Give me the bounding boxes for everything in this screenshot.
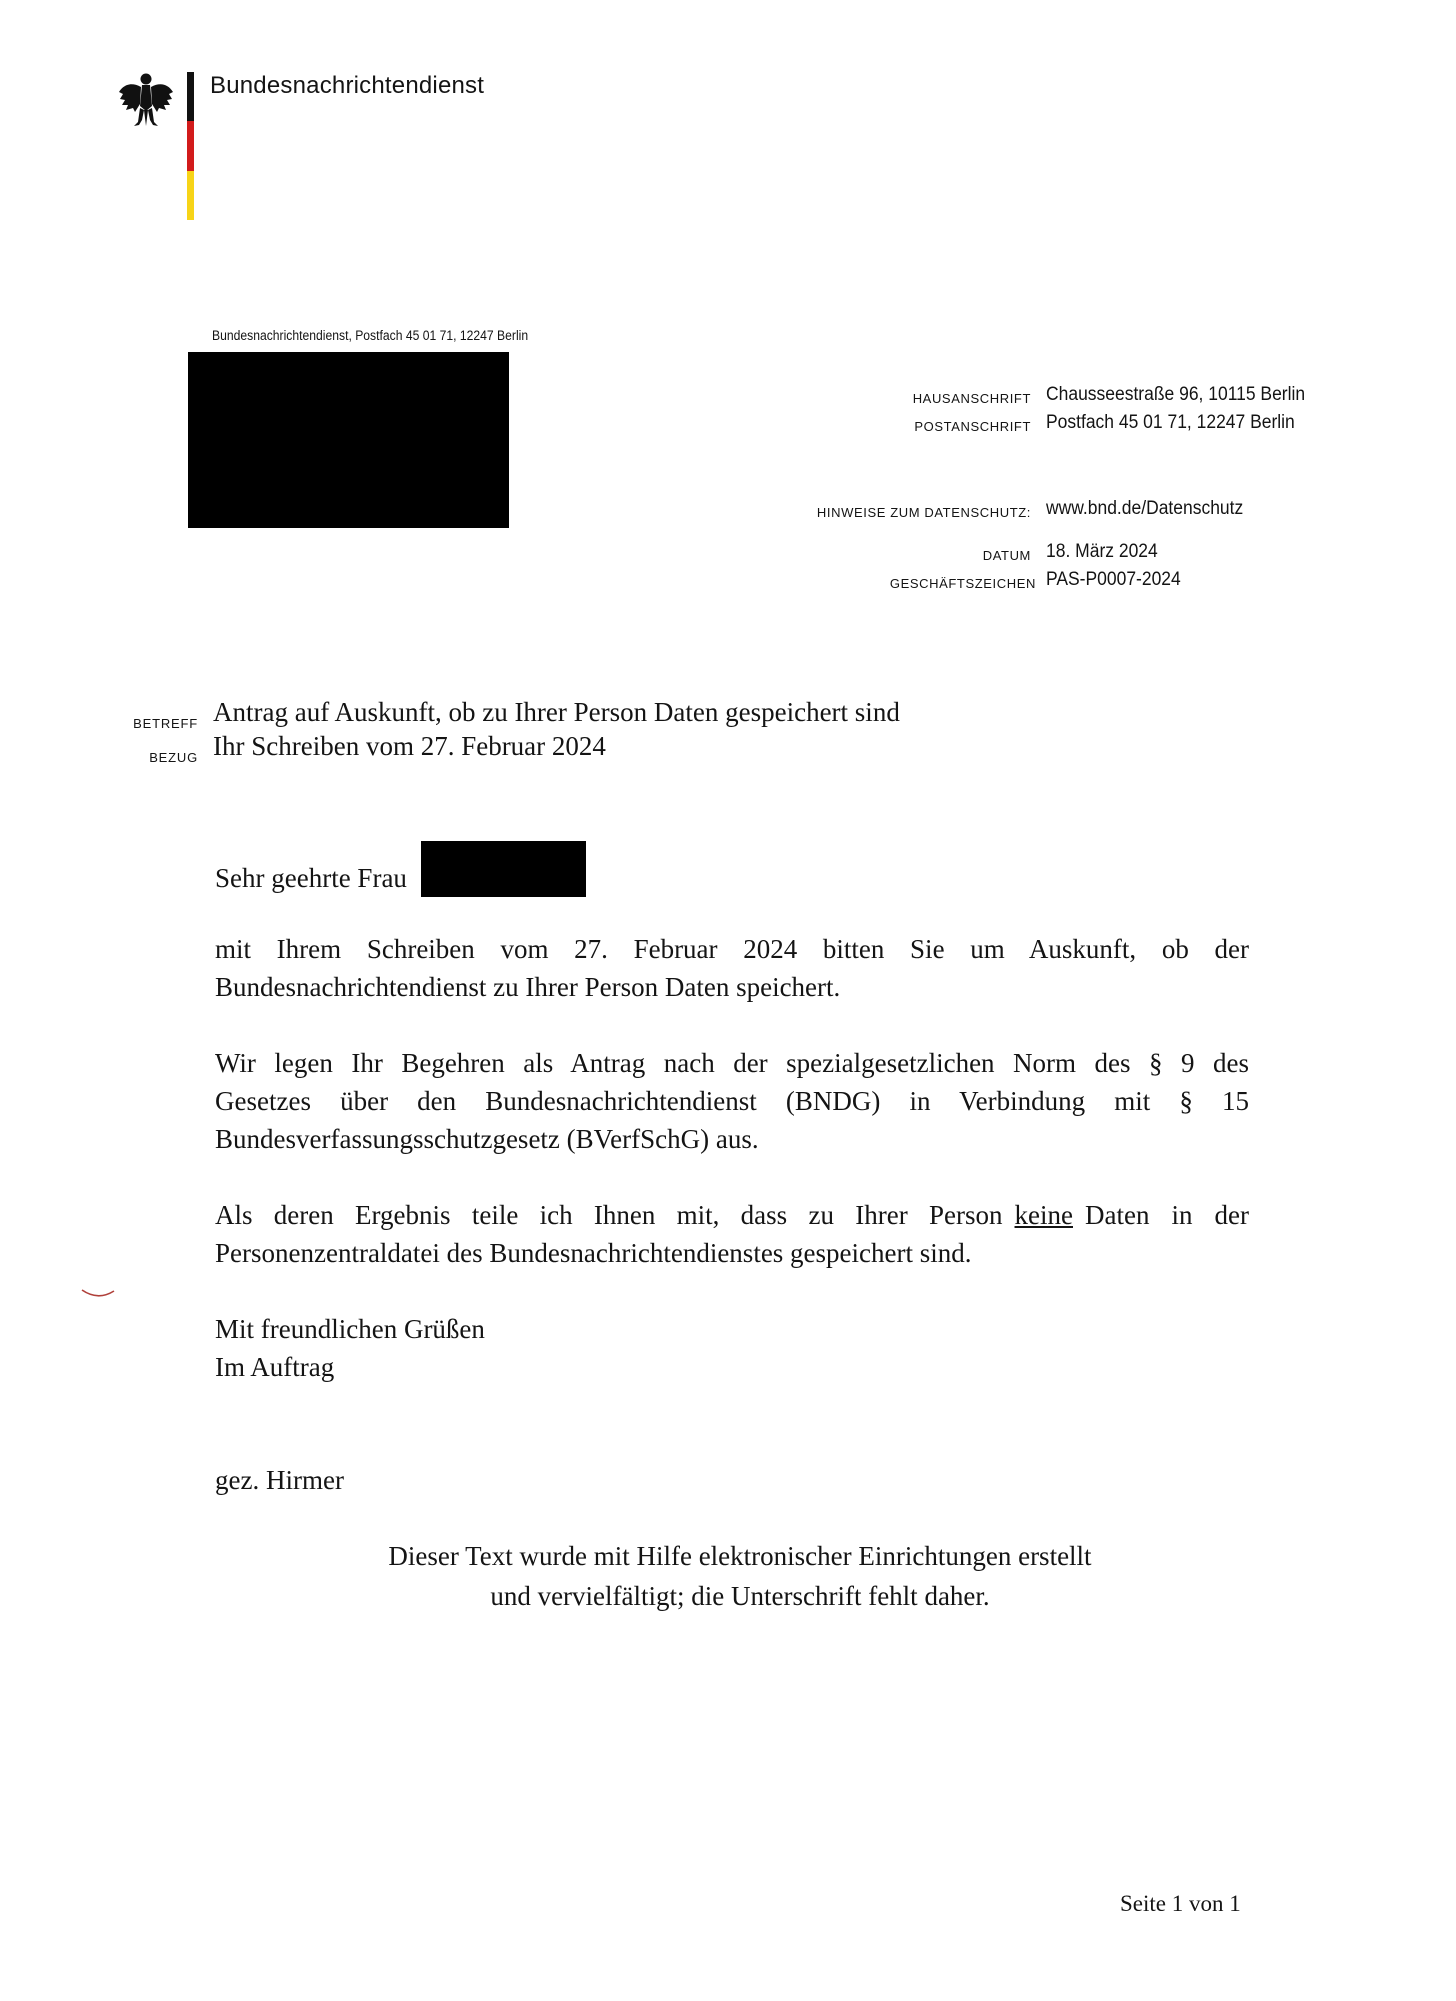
paragraph-3-line-1-end: Daten in der bbox=[1085, 1200, 1249, 1230]
paragraph-2-line-1: Wir legen Ihr Begehren als Antrag nach der spezialgesetzlichen Norm des § 9 des bbox=[215, 1048, 1249, 1078]
geschaeftszeichen-value: PAS-P0007-2024 bbox=[1046, 569, 1181, 590]
postanschrift-value: Postfach 45 01 71, 12247 Berlin bbox=[1046, 412, 1295, 433]
national-colors-bar bbox=[187, 72, 194, 220]
paragraph-3-line-1 bbox=[215, 1196, 1249, 1234]
flag-stripe-black bbox=[187, 72, 194, 121]
salutation: Sehr geehrte Frau bbox=[215, 863, 407, 893]
paragraph-3-line-2: Personenzentraldatei des Bundesnachrichtendienstes gespeichert sind. bbox=[215, 1238, 972, 1268]
bezug-value: Ihr Schreiben vom 27. Februar 2024 bbox=[213, 731, 606, 761]
paragraph-2-line-2: Gesetzes über den Bundesnachrichtendienst (BNDG) in Verbindung mit § 15 bbox=[215, 1086, 1249, 1116]
im-auftrag: Im Auftrag bbox=[215, 1352, 335, 1382]
page-number: Seite 1 von 1 bbox=[1120, 1891, 1241, 1916]
closing-greeting: Mit freundlichen Grüßen bbox=[215, 1314, 485, 1344]
postanschrift-label: POSTANSCHRIFT bbox=[914, 419, 1031, 434]
datum-label: DATUM bbox=[982, 548, 1031, 563]
return-address: Bundesnachrichtendienst, Postfach 45 01 71, 12247 Berlin bbox=[212, 328, 529, 343]
hausanschrift-label: HAUSANSCHRIFT bbox=[912, 391, 1031, 406]
datenschutz-link[interactable]: www.bnd.de/Datenschutz bbox=[1046, 498, 1244, 519]
electronic-notice-line-2: und vervielfältigt; die Unterschrift fehlt daher. bbox=[490, 1581, 990, 1611]
hole-punch-mark bbox=[80, 1287, 116, 1301]
flag-stripe-gold bbox=[187, 171, 194, 220]
paragraph-1-line-2: Bundesnachrichtendienst zu Ihrer Person Daten speichert. bbox=[215, 972, 841, 1002]
geschaeftszeichen-label: GESCHÄFTSZEICHEN bbox=[889, 576, 1036, 591]
datenschutz-label: HINWEISE ZUM DATENSCHUTZ: bbox=[816, 505, 1031, 520]
recipient-name-redaction bbox=[421, 841, 586, 897]
paragraph-1-line-1: mit Ihrem Schreiben vom 27. Februar 2024 bitten Sie um Auskunft, ob der bbox=[215, 934, 1249, 964]
signature: gez. Hirmer bbox=[215, 1465, 344, 1495]
recipient-address-redaction bbox=[188, 352, 509, 528]
organization-name: Bundesnachrichtendienst bbox=[210, 72, 485, 99]
paragraph-2-line-3: Bundesverfassungsschutzgesetz (BVerfSchG) aus. bbox=[215, 1124, 759, 1154]
bezug-label: BEZUG bbox=[149, 750, 198, 765]
paragraph-3-line-1-start: Als deren Ergebnis teile ich Ihnen mit, dass zu Ihrer Person bbox=[215, 1200, 1003, 1230]
hausanschrift-value: Chausseestraße 96, 10115 Berlin bbox=[1046, 384, 1306, 405]
datum-value: 18. März 2024 bbox=[1046, 541, 1158, 562]
betreff-value: Antrag auf Auskunft, ob zu Ihrer Person Daten gespeichert sind bbox=[213, 697, 900, 727]
keine-emphasis: keine bbox=[1014, 1200, 1073, 1230]
federal-eagle-icon bbox=[118, 70, 174, 128]
betreff-label: BETREFF bbox=[133, 716, 198, 731]
flag-stripe-red bbox=[187, 121, 194, 170]
electronic-notice-line-1: Dieser Text wurde mit Hilfe elektronischer Einrichtungen erstellt bbox=[388, 1541, 1092, 1571]
